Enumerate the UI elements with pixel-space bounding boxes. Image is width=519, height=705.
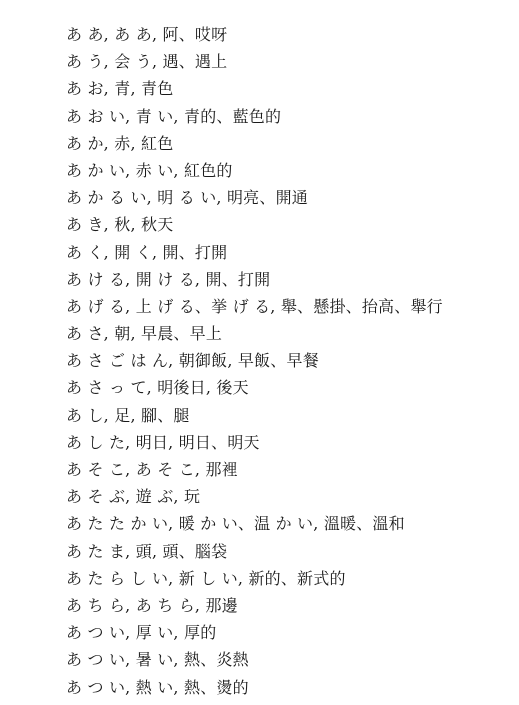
vocabulary-entry: あ さ ご は ん, 朝御飯, 早飯、早餐 [66,351,319,371]
vocabulary-entry: あ う, 会 う, 遇、遇上 [66,52,228,72]
vocabulary-entry: あ た た か い, 暖 か い、温 か い, 溫暖、溫和 [66,514,405,534]
vocabulary-entry: あ そ こ, あ そ こ, 那裡 [66,460,238,479]
vocabulary-entry: あ か, 赤, 紅色 [66,133,174,153]
vocabulary-list [66,21,443,701]
vocabulary-entry: あ く, 開 く, 開、打開 [66,242,228,262]
vocabulary-entry: あ あ, あ あ, 阿、哎呀 [66,25,228,44]
vocabulary-entry: あ き, 秋, 秋天 [66,215,174,235]
vocabulary-entry: あ ち ら, あ ち ら, 那邊 [66,595,238,615]
vocabulary-entry: あ さ, 朝, 早晨、早上 [66,324,223,344]
vocabulary-entry: あ し, 足, 腳、腿 [66,405,190,425]
vocabulary-entry: あ げ る, 上 げ る、挙 げ る, 舉、懸掛、抬高、舉行 [66,296,443,316]
vocabulary-entry: あ そ ぶ, 遊 ぶ, 玩 [66,487,201,507]
vocabulary-entry: あ か い, 赤 い, 紅色的 [66,160,233,180]
vocabulary-entry: あ つ い, 暑 い, 熱、炎熱 [66,650,249,670]
vocabulary-entry: あ し た, 明日, 明日、明天 [66,432,260,452]
vocabulary-entry: あ お, 青, 青色 [66,79,174,99]
vocabulary-entry: あ つ い, 熱 い, 熱、燙的 [66,677,249,697]
vocabulary-entry: あ か る い, 明 る い, 明亮、開通 [66,188,308,208]
vocabulary-entry: あ お い, 青 い, 青的、藍色的 [66,106,282,126]
vocabulary-entry: あ た ま, 頭, 頭、腦袋 [66,541,228,561]
vocabulary-entry: あ た ら し い, 新 し い, 新的、新式的 [66,568,346,588]
vocabulary-entry: あ け る, 開 け る, 開、打開 [66,269,271,289]
vocabulary-entry: あ さ っ て, 明後日, 後天 [66,378,249,398]
vocabulary-entry: あ つ い, 厚 い, 厚的 [66,623,217,643]
